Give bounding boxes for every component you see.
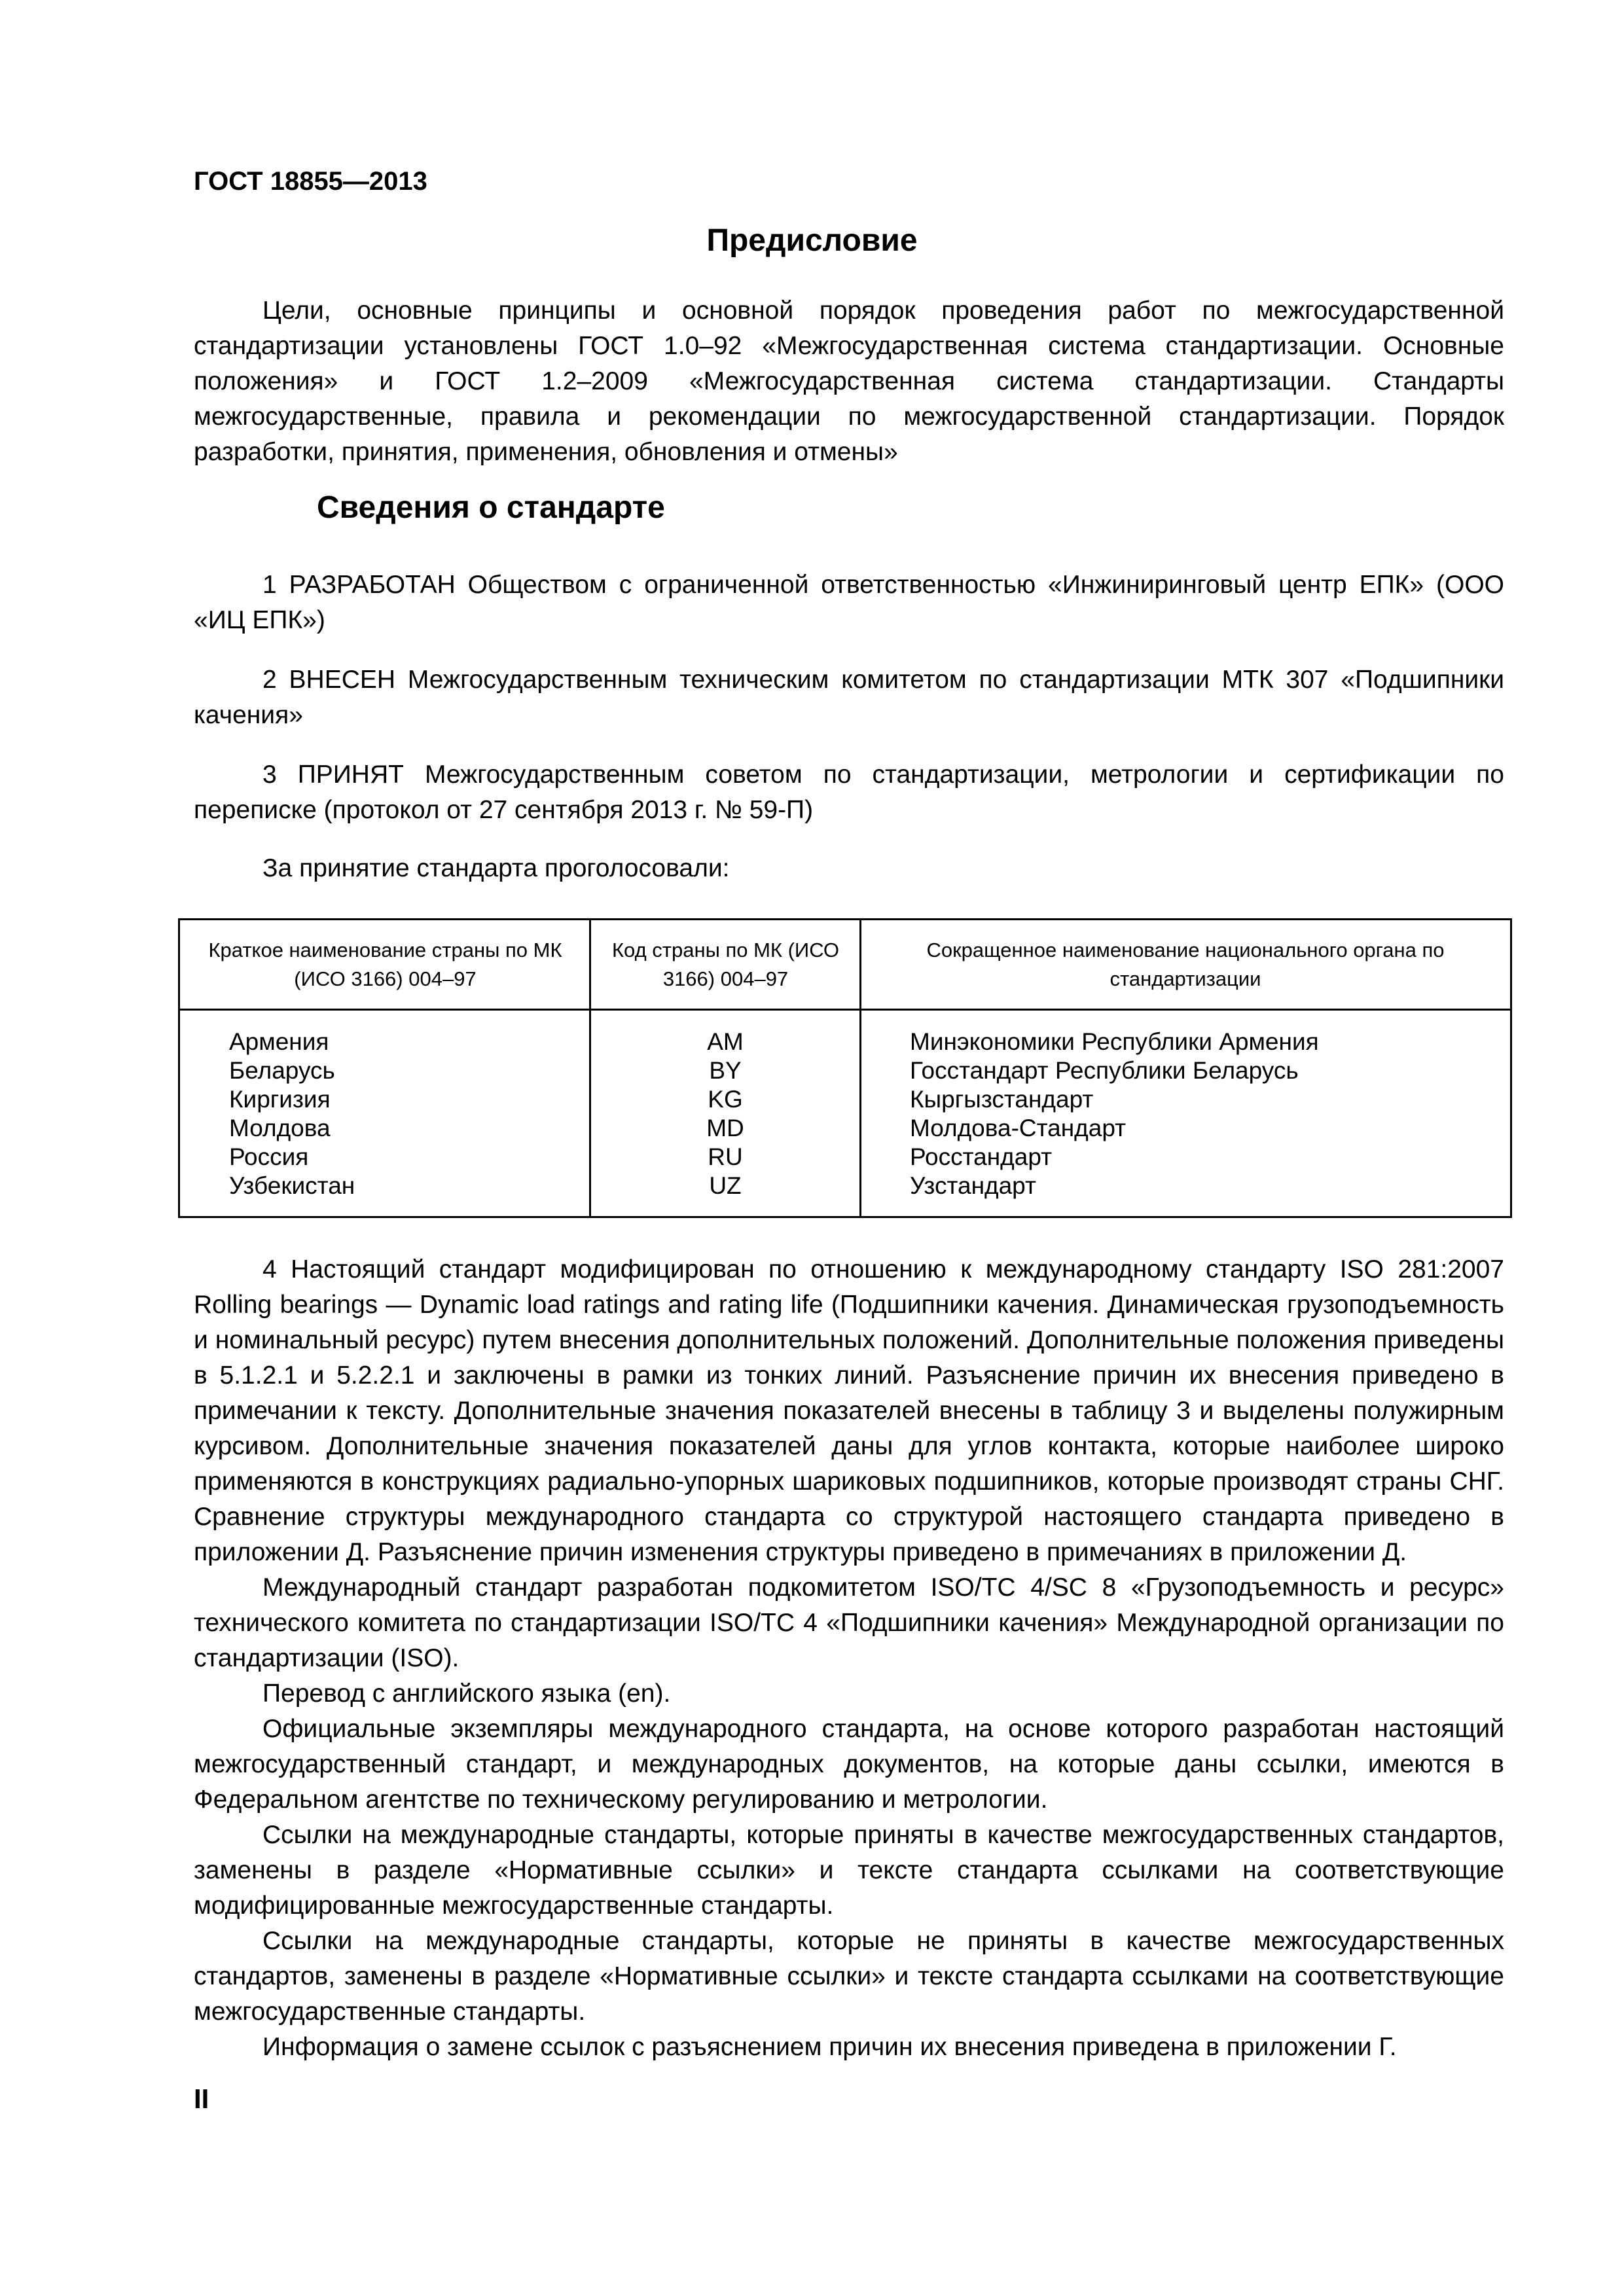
header-standards-body: Сокращенное наименование национального органа по стандартизации — [861, 920, 1510, 1011]
country-name-column — [229, 1028, 583, 1200]
page-title: Предисловие — [706, 223, 918, 258]
page-number: II — [194, 2083, 209, 2114]
body-paragraph: Международный стандарт разработан подкомитетом ISO/TC 4/SC 8 «Грузоподъемность и ресурс» технического комитета по стандартизации ISO/TC 4 «Подшипники качения» Международной организации по стандартизации (ISO). — [194, 1573, 1504, 1672]
item-adopted: 3 ПРИНЯТ Межгосударственным советом по стандартизации, метрологии и сертификации по переписке (протокол от 27 сентября 2013 г. № 59-П) — [194, 761, 1504, 824]
vote-intro: За принятие стандарта проголосовали: — [262, 854, 730, 882]
item-submitted: 2 ВНЕСЕН Межгосударственным техническим комитетом по стандартизации МТК 307 «Подшипники качения» — [194, 666, 1504, 729]
country-code: BY — [709, 1057, 742, 1084]
country-name: Россия — [229, 1143, 309, 1170]
standards-body: Госстандарт Республики Беларусь — [910, 1057, 1299, 1084]
body-paragraph: Официальные экземпляры международного стандарта, на основе которого разработан настоящий межгосударственный стандарт, и международных документов, на которые даны ссылки, имеются в Федеральном агентстве по техническому регулированию и метрологии. — [194, 1715, 1504, 1814]
country-code: MD — [706, 1115, 744, 1141]
country-code: AM — [707, 1028, 744, 1055]
body-paragraph: Ссылки на международные стандарты, которые приняты в качестве межгосударственных стандартов, заменены в разделе «Нормативные ссылки» и тексте стандарта ссылками на соответствующие модифицированные межгосударственные стандарты. — [194, 1821, 1504, 1920]
standards-body: Молдова-Стандарт — [910, 1115, 1127, 1141]
standards-body-column — [910, 1028, 1499, 1200]
country-name: Молдова — [229, 1115, 331, 1141]
country-name: Армения — [229, 1028, 329, 1055]
item-modification: 4 Настоящий стандарт модифицирован по отношению к международному стандарту ISO 281:2007 Rolling bearings — Dynamic load ratings and rating life (Подшипники качения. Динамическая грузоподъемность и номинальный ресурс) путем внесения дополнительных положений. Дополнительные положения приведены в 5.1.2.1 и 5.2.2.1 и заключены в рамки из тонких линий. Разъяснение причин их внесения приведено в примечании к тексту. Дополнительные значения показателей внесены в таблицу 3 и выделены полужирным курсивом. Дополнительные значения показателей даны для углов контакта, которые наиболее широко применяются в конструкциях радиально-упорных шариковых подшипников, которые производят страны СНГ. Сравнение структуры международного стандарта со структурой настоящего стандарта приведено в приложении Д. Разъяснение причин изменения структуры приведено в примечаниях в приложении Д. — [194, 1255, 1504, 1566]
country-name: Беларусь — [229, 1057, 335, 1084]
section-title: Сведения о стандарте — [317, 490, 665, 525]
item-developed: 1 РАЗРАБОТАН Обществом с ограниченной ответственностью «Инжиниринговый центр ЕПК» (ООО «ИЦ ЕПК») — [194, 571, 1504, 634]
country-code: UZ — [709, 1172, 742, 1199]
body-paragraph: Информация о замене ссылок с разъяснением причин их внесения приведена в приложении Г. — [262, 2033, 1397, 2061]
standards-body: Росстандарт — [910, 1143, 1053, 1170]
country-code: RU — [708, 1143, 743, 1170]
standards-body: Узстандарт — [910, 1172, 1036, 1199]
country-code-column — [591, 1028, 859, 1200]
voting-table — [178, 918, 1512, 1218]
header-country-name: Краткое наименование страны по МК (ИСО 3166) 004–97 — [180, 920, 590, 1011]
country-name: Узбекистан — [229, 1172, 355, 1199]
country-name: Киргизия — [229, 1086, 331, 1113]
intro-paragraph: Цели, основные принципы и основной порядок проведения работ по межгосударственной стандартизации установлены ГОСТ 1.0–92 «Межгосударственная система стандартизации. Основные положения» и ГОСТ 1.2–2009 «Межгосударственная система стандартизации. Стандарты межгосударственные, правила и рекомендации по межгосударственной стандартизации. Порядок разработки, принятия, применения, обновления и отмены» — [194, 296, 1504, 466]
header-country-code: Код страны по МК (ИСО 3166) 004–97 — [590, 920, 861, 1011]
body-paragraph: Перевод с английского языка (en). — [262, 1679, 671, 1708]
column-divider — [859, 920, 861, 1216]
standards-body: Минэкономики Республики Армения — [910, 1028, 1319, 1055]
country-code: KG — [708, 1086, 743, 1113]
standards-body: Кыргызстандарт — [910, 1086, 1094, 1113]
body-paragraph: Ссылки на международные стандарты, которые не приняты в качестве межгосударственных стандартов, заменены в разделе «Нормативные ссылки» и тексте стандарта ссылками на соответствующие межгосударственные стандарты. — [194, 1927, 1504, 2026]
document-id: ГОСТ 18855—2013 — [194, 167, 427, 196]
